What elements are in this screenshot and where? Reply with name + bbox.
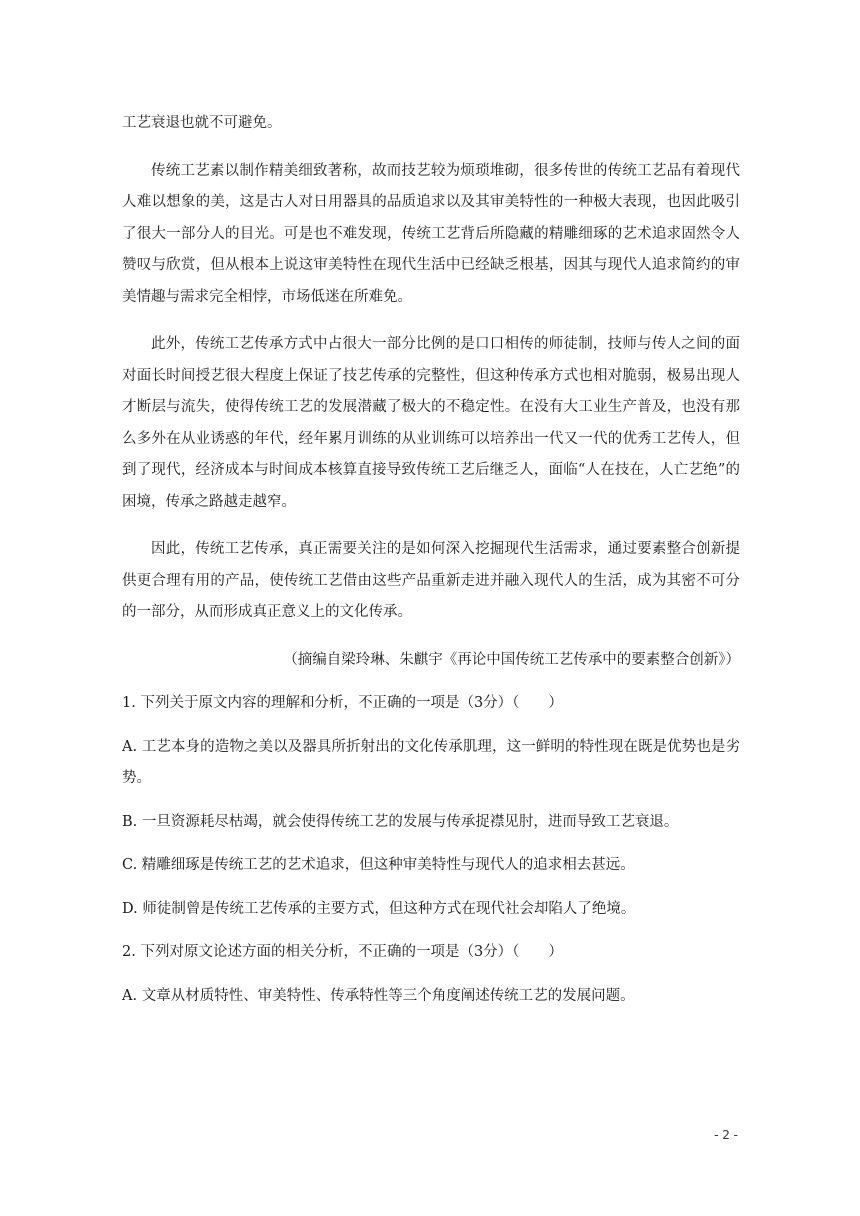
question-stem: 1. 下列关于原文内容的理解和分析，不正确的一项是（3分）（ ） <box>122 695 563 711</box>
intro-fragment: 工艺衰退也就不可避免。 <box>122 115 282 131</box>
option-b: B. 一旦资源耗尽枯竭，就会使得传统工艺的发展与传承捉襟见肘，进而导致工艺衰退。 <box>122 813 679 830</box>
document-body <box>122 108 740 1024</box>
option-a: A. 工艺本身的造物之美以及器具所折射出的文化传承肌理，这一鲜明的特性现在既是优势也是劣势。 <box>122 738 740 786</box>
paragraph-1: 传统工艺素以制作精美细致著称，故而技艺较为烦琐堆砌，很多传世的传统工艺品有着现代人难以想象的美，这是古人对日用器具的品质追求以及其审美特性的一种极大表现，也因此吸引了很大一部分人的目光。可是也不难发现，传统工艺背后所隐藏的精雕细琢的艺术追求固然令人赞叹与欣赏，但从根本上说这审美特性在现代生活中已经缺乏根基，因其与现代人追求简约的审美情趣与需求完全相悖，市场低迷在所难免。 <box>122 162 740 305</box>
question-2 <box>122 937 740 1012</box>
question-1 <box>122 688 740 925</box>
question-stem: 2. 下列对原文论述方面的相关分析，不正确的一项是（3分）（ ） <box>122 944 563 960</box>
source-citation: （摘编自梁玲琳、朱麒宇《再论中国传统工艺传承中的要素整合创新》） <box>283 651 740 668</box>
option-a: A. 文章从材质特性、审美特性、传承特性等三个角度阐述传统工艺的发展问题。 <box>122 987 635 1004</box>
option-c: C. 精雕细琢是传统工艺的艺术追求，但这种审美特性与现代人的追求相去甚远。 <box>122 857 635 873</box>
paragraph-2: 此外，传统工艺传承方式中占很大一部分比例的是口口相传的师徒制，技师与传人之间的面对面长时间授艺很大程度上保证了技艺传承的完整性，但这种传承方式也相对脆弱，极易出现人才断层与流失，使得传统工艺的发展潜藏了极大的不稳定性。在没有大工业生产普及，也没有那么多外在从业诱惑的年代，经年累月训练的从业训练可以培养出一代又一代的优秀工艺传人，但到了现代，经济成本与时间成本核算直接导致传统工艺后继乏人，面临“人在技在，人亡艺绝”的困境，传承之路越走越窄。 <box>122 336 740 510</box>
paragraph-3: 因此，传统工艺传承，真正需要关注的是如何深入挖掘现代生活需求，通过要素整合创新提供更合理有用的产品，使传统工艺借由这些产品重新走进并融入现代人的生活，成为其密不可分的一部分，从而形成真正意义上的文化传承。 <box>122 541 740 620</box>
page-number: - 2 - <box>714 1128 738 1142</box>
option-d: D. 师徒制曾是传统工艺传承的主要方式，但这种方式在现代社会却陷人了绝境。 <box>122 900 636 917</box>
